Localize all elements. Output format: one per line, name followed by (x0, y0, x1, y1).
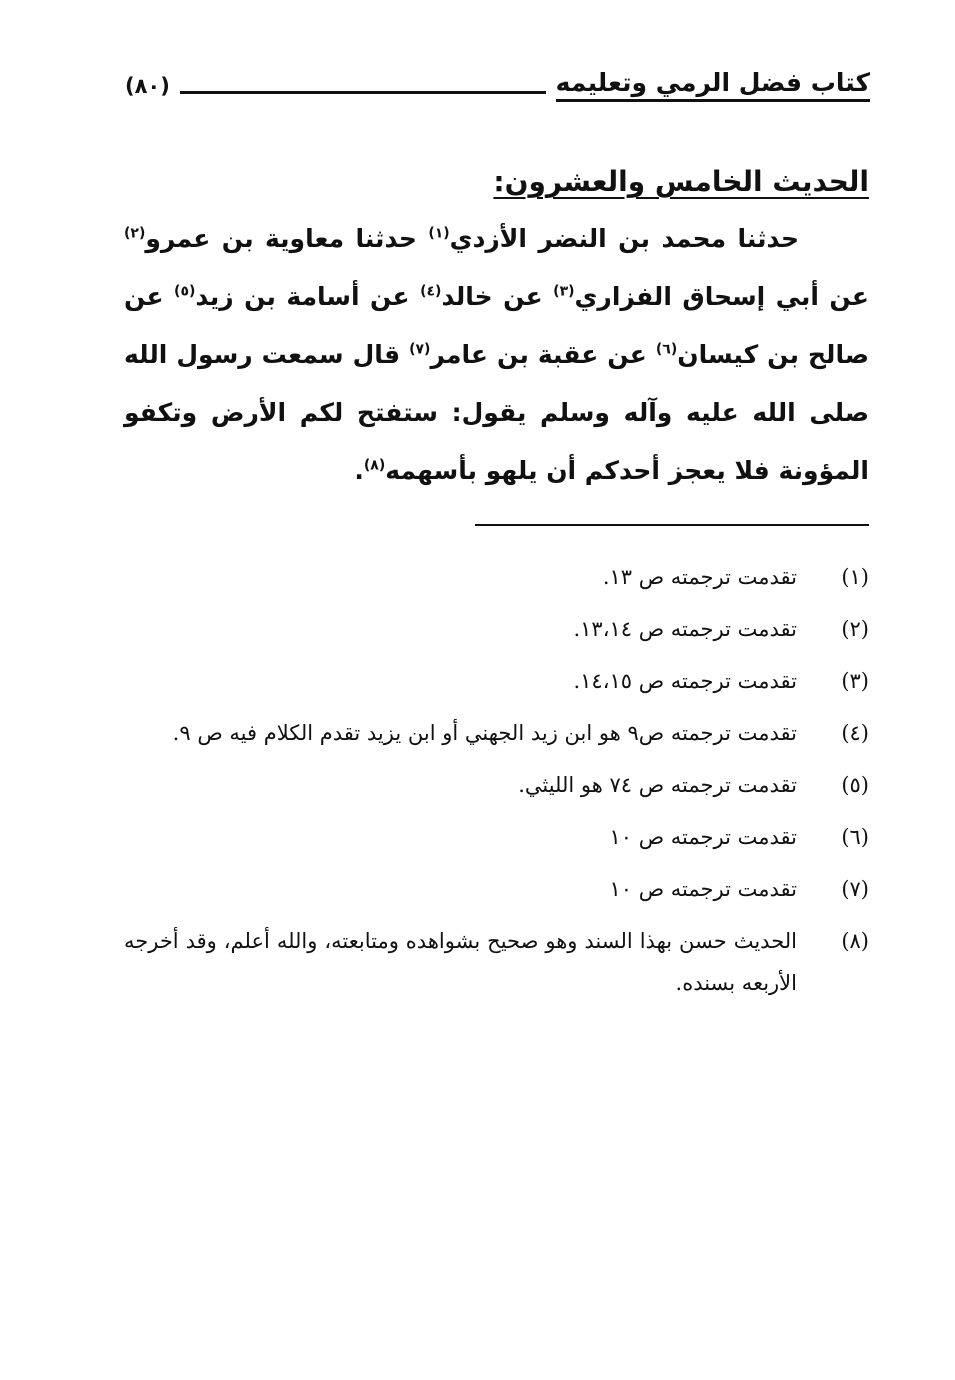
footnote-item (124, 608, 869, 650)
footnote-item (124, 764, 869, 806)
hadith-segment: حدثنا معاوية بن عمرو (145, 224, 429, 253)
footnote-number: (٢) (841, 617, 869, 641)
page-number: (٨٠) (125, 74, 170, 98)
footnote-ref: (٧) (409, 341, 431, 358)
footnote-number: (٨) (841, 929, 869, 953)
hadith-heading: الحديث الخامس والعشرون: (493, 165, 869, 198)
footnote-text: تقدمت ترجمته ص ١٠ (609, 825, 797, 849)
footnote-text: الحديث حسن بهذا السند وهو صحيح بشواهده ومتابعته، والله أعلم، وقد أخرجه الأربعه بسنده. (124, 929, 797, 995)
footnote-number: (٧) (841, 877, 869, 901)
footnote-number: (٣) (841, 669, 869, 693)
hadith-segment: عن أبي إسحاق الفزاري (574, 282, 869, 311)
footnote-text: تقدمت ترجمته ص ٧٤ هو الليثي. (518, 773, 797, 797)
footnote-text: تقدمت ترجمته ص ١٤،١٥. (573, 669, 797, 693)
footnotes-list (124, 556, 869, 1014)
footnote-separator (475, 524, 869, 526)
footnote-ref: (٦) (655, 341, 678, 358)
footnote-item (124, 712, 869, 754)
footnote-ref: (٢) (124, 225, 146, 242)
hadith-segment: عن خالد (441, 282, 554, 311)
book-title: كتاب فضل الرمي وتعليمه (556, 68, 870, 102)
footnote-number: (١) (841, 565, 869, 589)
hadith-segment: عن صالح بن كيسان (124, 282, 869, 369)
footnote-item (124, 816, 869, 858)
hadith-segment: حدثنا محمد بن النضر الأزدي (449, 224, 799, 253)
hadith-segment: عن عقبة بن عامر (430, 340, 656, 369)
footnote-text: تقدمت ترجمته ص ١٣. (602, 565, 797, 589)
footnote-ref: (١) (428, 225, 450, 242)
footnote-text: تقدمت ترجمته ص ١٣،١٤. (573, 617, 797, 641)
hadith-segment: . (354, 456, 364, 485)
footnote-item (124, 868, 869, 910)
running-header (125, 62, 870, 102)
footnote-ref: (٤) (420, 283, 442, 300)
footnote-number: (٦) (841, 825, 869, 849)
footnote-number: (٤) (841, 721, 869, 745)
hadith-paragraph (124, 210, 869, 500)
footnote-text: تقدمت ترجمته ص٩ هو ابن زيد الجهني أو ابن يزيد تقدم الكلام فيه ص ٩. (172, 721, 797, 745)
footnote-item (124, 660, 869, 702)
hadith-segment: عن أسامة بن زيد (195, 282, 421, 311)
footnote-ref: (٥) (174, 283, 196, 300)
hadith-segment: قال سمعت رسول الله صلى الله عليه وآله وسلم يقول: ستفتح لكم الأرض وتكفو المؤونة فلا يعجز أحدكم أن يلهو بأسهمه (124, 340, 869, 485)
footnote-text: تقدمت ترجمته ص ١٠ (609, 877, 797, 901)
footnote-number: (٥) (841, 773, 869, 797)
footnote-item (124, 920, 869, 1004)
footnote-ref: (٣) (553, 283, 575, 300)
header-rule (180, 91, 546, 94)
hadith-text (124, 210, 869, 500)
footnote-ref: (٨) (363, 457, 386, 474)
footnote-item (124, 556, 869, 598)
